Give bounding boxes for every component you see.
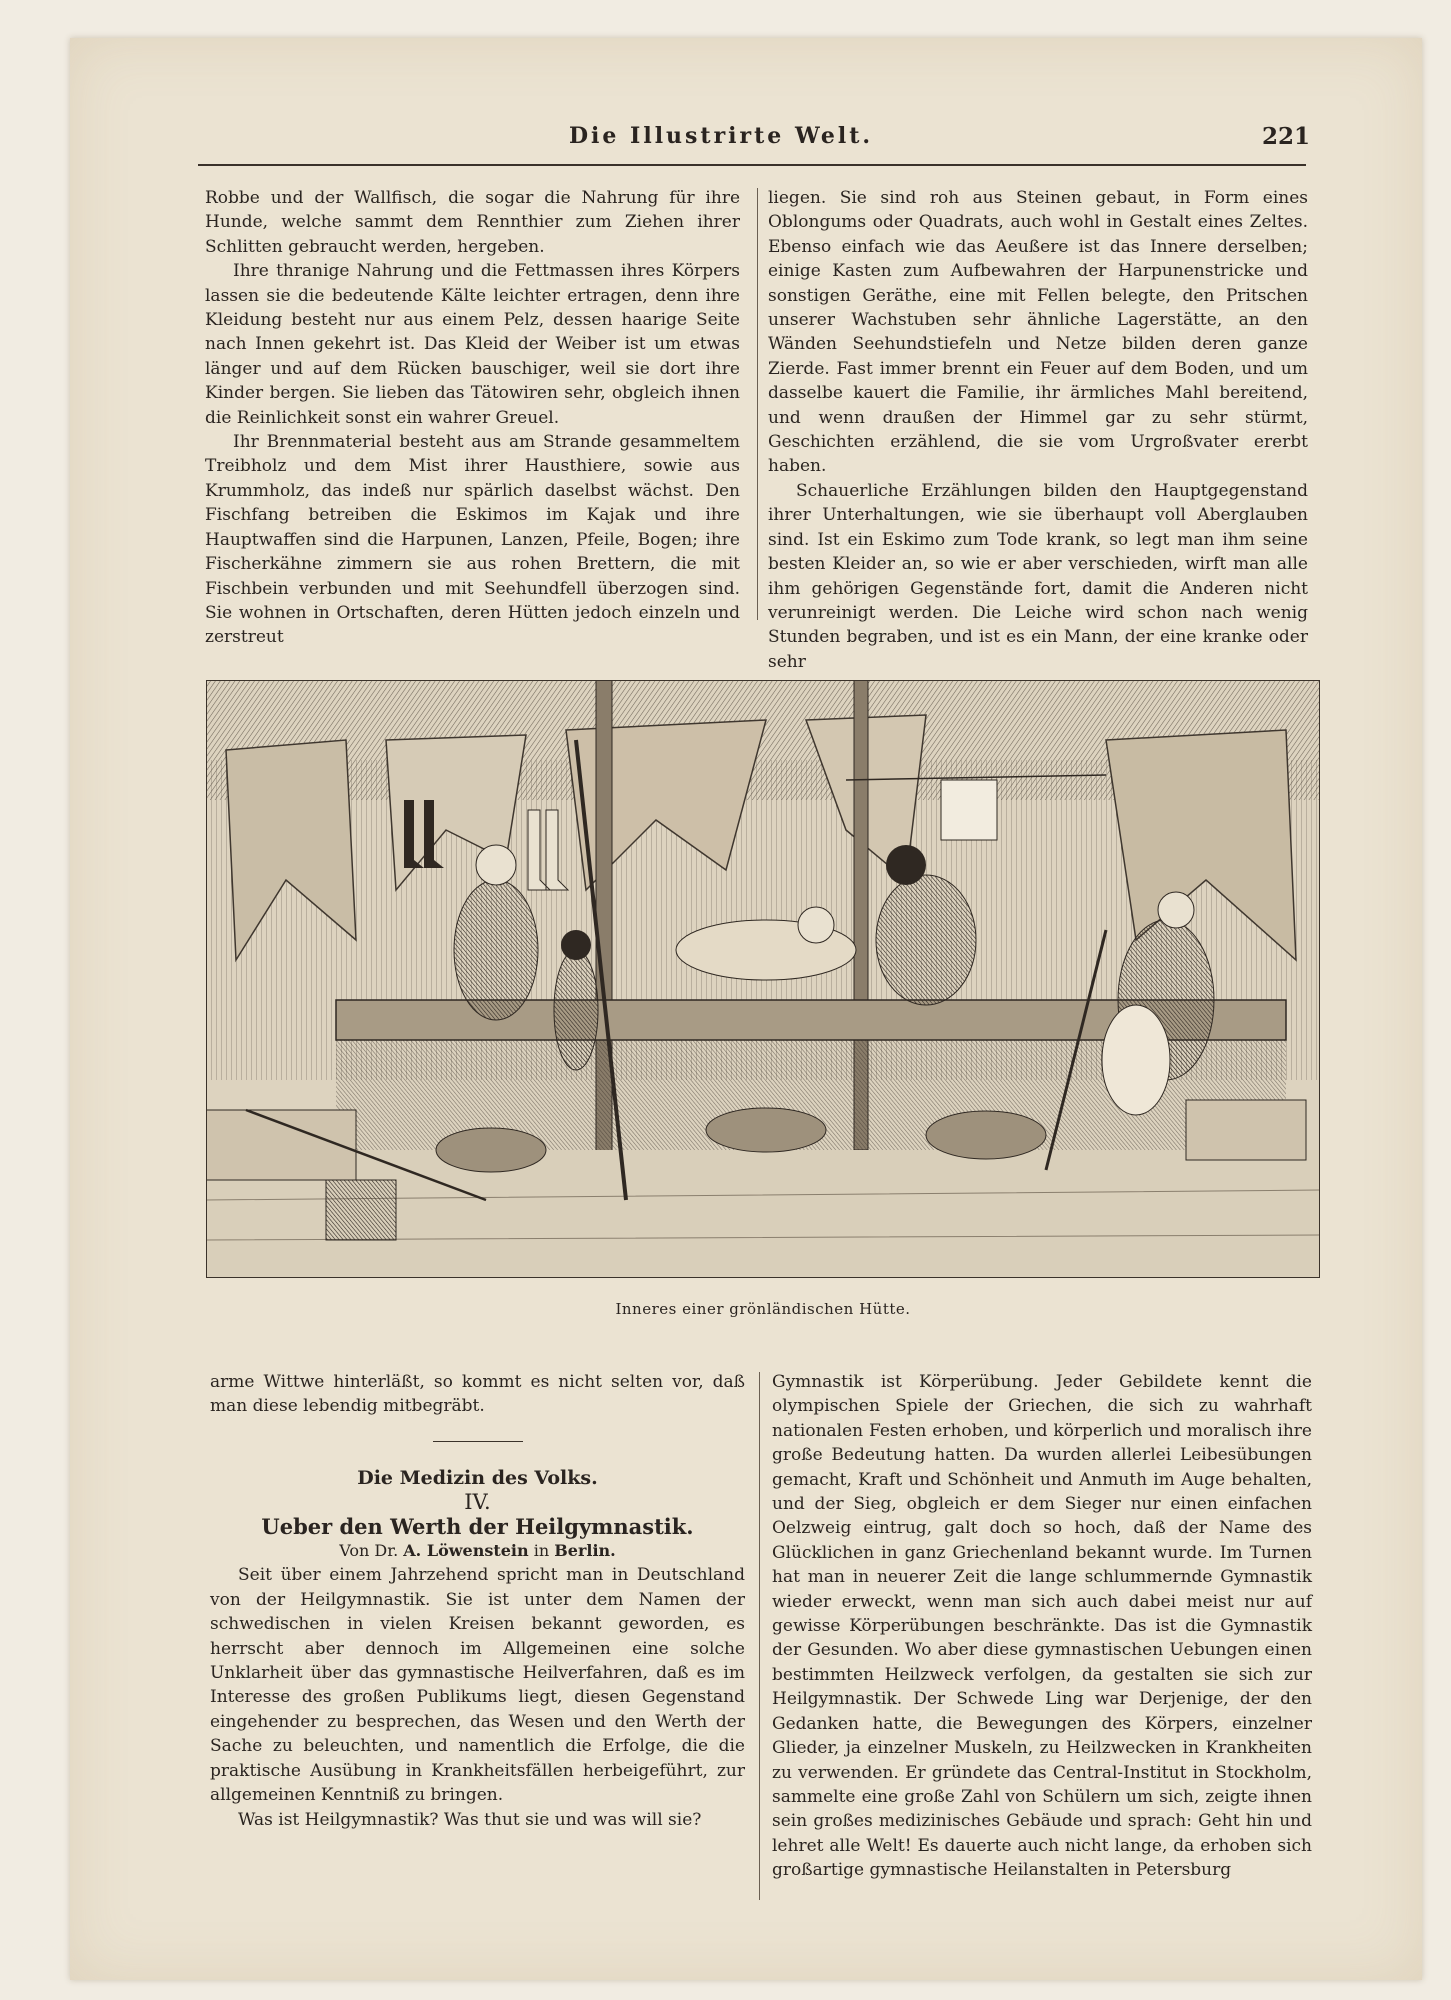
page-number: 221 <box>1261 123 1310 150</box>
byline-author: A. Löwenstein <box>403 1541 529 1561</box>
running-header <box>132 123 1310 163</box>
article-byline <box>210 1539 745 1563</box>
column-bottom-left <box>210 1370 745 1832</box>
section-title: Die Medizin des Volks. <box>357 1466 598 1489</box>
paragraph: Ihre thranige Nahrung und die Fettmassen ihres Körpers lassen sie die bedeutende Kälte leichter ertragen, denn ihre Kleidung besteht nur aus einem Pelz, dessen haarige Seite nach Innen gekehrt ist. Das Kleid der Weiber ist um etwas länger und auf dem Rücken bauschiger, weil sie dort ihre Kinder bergen. Sie lieben das Tätowiren sehr, obgleich ihnen die Reinlichkeit sonst ein wahrer Greuel. <box>205 261 740 428</box>
figure-caption: Inneres einer grönländischen Hütte. <box>615 1300 911 1318</box>
paragraph: Gymnastik ist Körperübung. Jeder Gebildete kennt die olympischen Spiele der Griechen, die sich zu wahrhaft nationalen Festen erhoben, und körperlich und moralisch ihre große Bedeutung hatten. Da wurden allerlei Leibesübungen gemacht, Kraft und Schönheit und Anmuth im Auge behalten, und der Sieg, obgleich er dem Sieger nur einen einfachen Oelzweig eintrug, galt doch so hoch, daß der Name des Glücklichen in ganz Griechenland bekannt wurde. Im Turnen hat man in neuerer Zeit die lange schlummernde Gymnastik wieder erweckt, wenn man sich auch dabei meist nur auf gewisse Körperübungen beschränkte. Das ist die Gymnastik der Gesunden. Wo aber diese gymnastischen Uebungen einen bestimmten Heilzweck verfolgen, da gestalten sie sich zur Heilgymnastik. Der Schwede Ling war Derjenige, der den Gedanken hatte, die Bewegungen des Körpers, einzelner Glieder, ja einzelner Muskeln, zu Heilzwecken in Krankheiten zu verwenden. Er gründete das Central-Institut in Stockholm, sammelte eine große Zahl von Schülern um sich, zeigte ihnen sein großes medizinisches Gebäude und sprach: Geht hin und lehret alle Welt! Es dauerte auch nicht lange, da erhoben sich großartige gymnastische Heilanstalten in Petersburg <box>772 1372 1312 1881</box>
paragraph: Schauerliche Erzählungen bilden den Hauptgegenstand ihrer Unterhaltungen, wie sie überhaupt voll Aberglauben sind. Ist ein Eskimo zum Tode krank, so legt man ihm seine besten Kleider an, so wie er aber verschieden, wirft man alle ihm gehörigen Gegenstände fort, damit die Anderen nicht verunreinigt werden. Die Leiche wird schon nach wenig Stunden begraben, und ist es ein Mann, der eine kranke oder sehr <box>768 480 1308 672</box>
header-rule <box>198 164 1306 166</box>
section-number: IV. <box>464 1490 491 1515</box>
byline-mid: in <box>533 1541 550 1561</box>
engraving-illustration <box>206 680 1320 1278</box>
column-divider-top <box>757 188 758 620</box>
journal-title: Die Illustrirte Welt. <box>568 123 874 149</box>
article-headline: Ueber den Werth der Heilgymnastik. <box>261 1513 694 1539</box>
engraving-figure <box>206 680 1320 1278</box>
paragraph: arme Wittwe hinterläßt, so kommt es nicht selten vor, daß man diese lebendig mitbegräbt. <box>210 1372 745 1417</box>
paragraph: liegen. Sie sind roh aus Steinen gebaut, in Form eines Oblongums oder Quadrats, auch wohl in Gestalt eines Zeltes. Ebenso einfach wie das Aeußere ist das Innere derselben; einige Kasten zum Aufbewahren der Harpunenstricke und sonstigen Geräthe, eine mit Fellen belegte, den Pritschen unserer Wachstuben sehr ähnliche Lagerstätte, an den Wänden Seehundstiefeln und Netze bilden deren ganze Zierde. Fast immer brennt ein Feuer auf dem Boden, und um dasselbe kauert die Familie, ihr ärmliches Mahl bereitend, und wenn draußen der Himmel gar zu sehr stürmt, Geschichten erzählend, die sie vom Urgroßvater ererbt haben. <box>768 188 1308 477</box>
byline-city: Berlin. <box>554 1541 616 1561</box>
paragraph: Ihr Brennmaterial besteht aus am Strande gesammeltem Treibholz und dem Mist ihrer Hausthiere, sowie aus Krummholz, das indeß nur spärlich daselbst wächst. Den Fischfang betreiben die Eskimos im Kajak und ihre Hauptwaffen sind die Harpunen, Lanzen, Pfeile, Bogen; ihre Fischerkähne zimmern sie aus rohen Brettern, die mit Fischbein verbunden und mit Seehundfell überzogen sind. Sie wohnen in Ortschaften, deren Hütten jedoch einzeln und zerstreut <box>205 432 740 648</box>
column-divider-bottom <box>759 1372 760 1900</box>
column-top-right <box>768 186 1308 674</box>
paragraph: Was ist Heilgymnastik? Was thut sie und was will sie? <box>238 1809 702 1830</box>
byline-prefix: Von Dr. <box>339 1541 399 1561</box>
section-divider <box>433 1441 523 1442</box>
column-bottom-right <box>772 1370 1312 1883</box>
paragraph: Seit über einem Jahrzehend spricht man in Deutschland von der Heilgymnastik. Sie ist unter dem Namen der schwedischen in vielen Kreisen bekannt geworden, es herrscht aber dennoch im Allgemeinen eine solche Unklarheit über das gymnastische Heilverfahren, daß es im Interesse des großen Publikums liegt, diesen Gegenstand eingehender zu besprechen, das Wesen und den Werth der Sache zu beleuchten, und namentlich die Erfolge, die die praktische Ausübung in Krankheitsfällen herbeigeführt, zur allgemeinen Kenntniß zu bringen. <box>210 1565 745 1806</box>
paragraph: Robbe und der Wallfisch, die sogar die Nahrung für ihre Hunde, welche sammt dem Rennthier zum Ziehen ihrer Schlitten gebraucht werden, hergeben. <box>205 188 740 257</box>
column-top-left <box>205 186 740 650</box>
